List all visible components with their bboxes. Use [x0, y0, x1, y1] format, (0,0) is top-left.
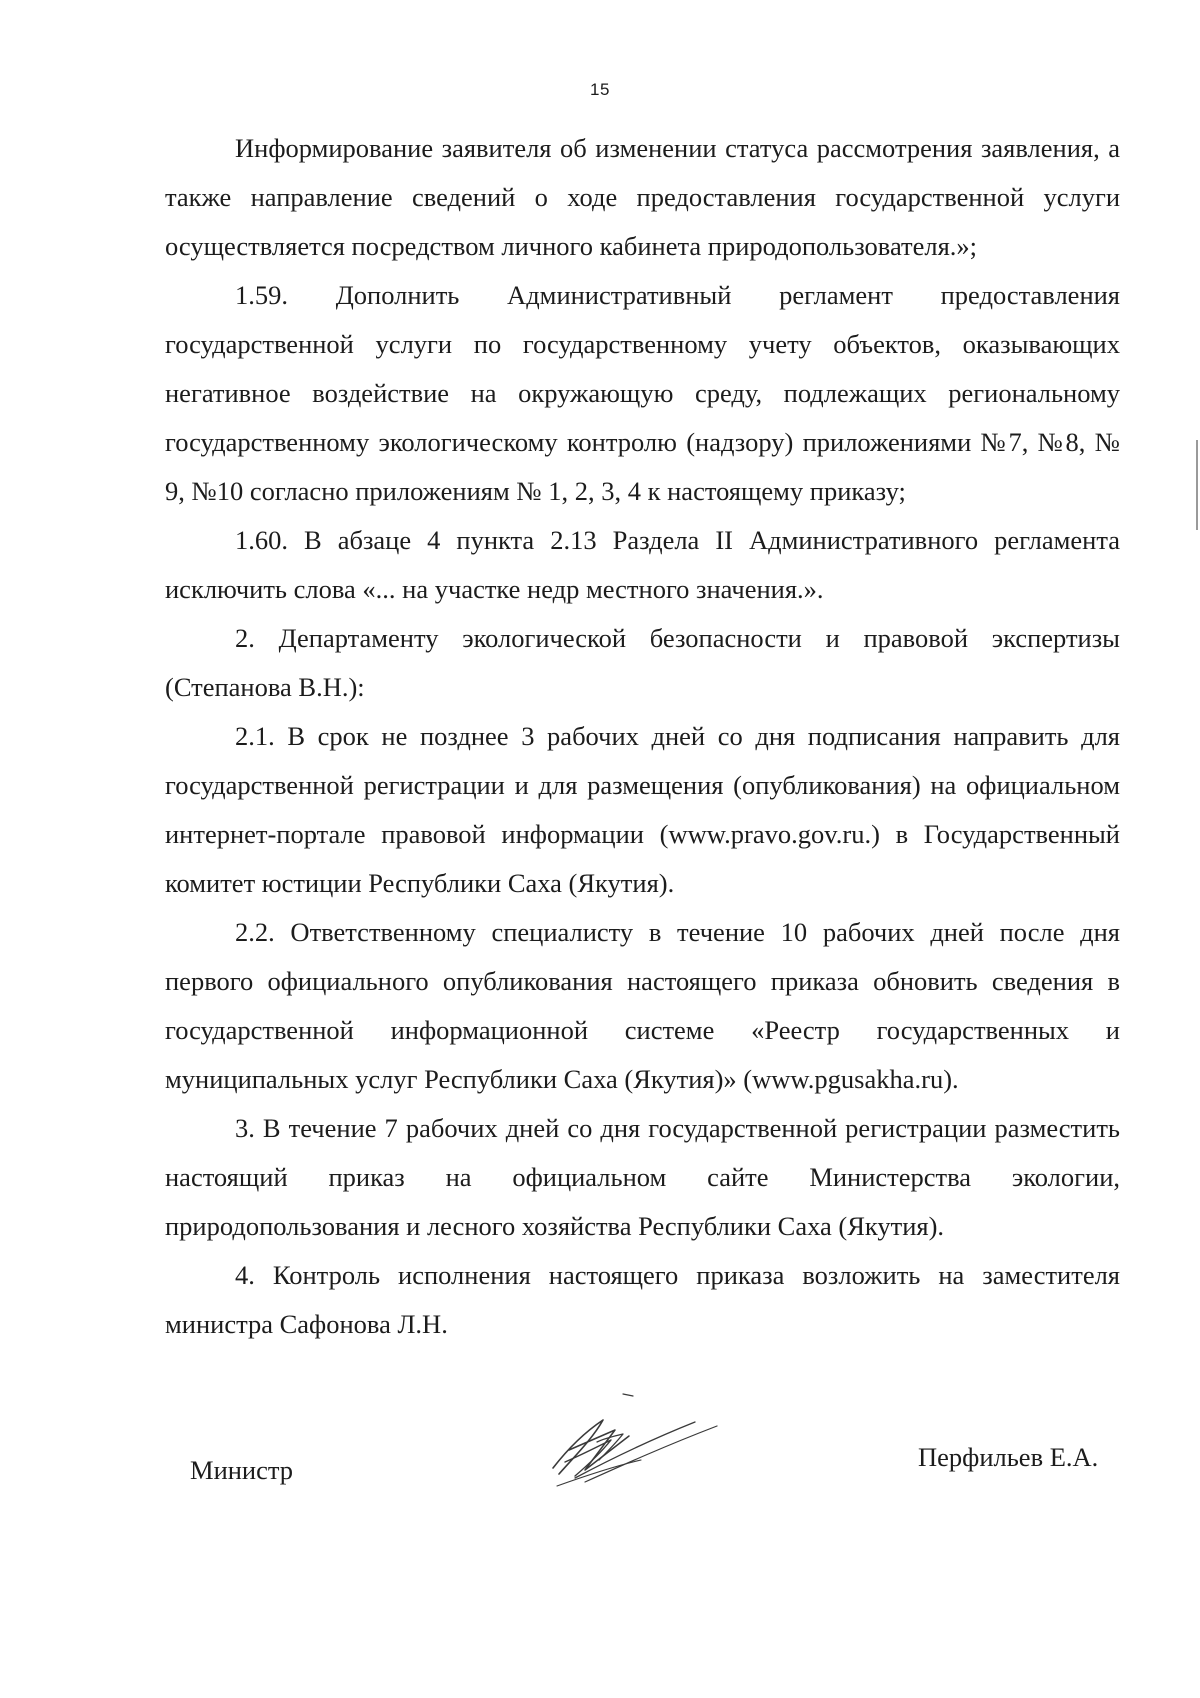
paragraph-4: 4. Контроль исполнения настоящего приказа возложить на заместителя министра Сафонова Л.Н.: [165, 1260, 1120, 1339]
paragraph-1-59: 1.59. Дополнить Административный регламент предоставления государственной услуги по государственному учету объектов, оказывающих негативное воздействие на окружающую среду, подлежащих региональному государственному экологическому контролю (надзору) приложениями №7, №8, № 9, №10 согласно приложениям № 1, 2, 3, 4 к настоящему приказу;: [165, 280, 1120, 506]
paragraph-2-1: 2.1. В срок не позднее 3 рабочих дней со дня подписания направить для государственной регистрации и для размещения (опубликования) на официальном интернет-портале правовой информации (www.pravo.gov.ru.) в Государственный комитет юстиции Республики Саха (Якутия).: [165, 721, 1120, 898]
signatory-name: Перфильев Е.А.: [918, 1442, 1099, 1472]
paragraph-informing: Информирование заявителя об изменении статуса рассмотрения заявления, а также направление сведений о ходе предоставления государственной услуги осуществляется посредством личного кабинета природопользователя.»;: [165, 133, 1120, 261]
paragraph-1-60: 1.60. В абзаце 4 пункта 2.13 Раздела II Административного регламента исключить слова «... на участке недр местного значения.».: [165, 525, 1120, 604]
paragraph-2: 2. Департаменту экологической безопасности и правовой экспертизы (Степанова В.Н.):: [165, 623, 1120, 702]
paragraph-2-2: 2.2. Ответственному специалисту в течение 10 рабочих дней после дня первого официального опубликования настоящего приказа обновить сведения в государственной информационной системе «Реестр государственных и муниципальных услуг Республики Саха (Якутия)» (www.pgusakha.ru).: [165, 917, 1120, 1094]
page-number: 15: [590, 80, 610, 99]
document-body: [165, 124, 1120, 1349]
scan-edge-mark: [1196, 440, 1198, 530]
handwritten-signature: [545, 1390, 725, 1500]
paragraph-3: 3. В течение 7 рабочих дней со дня государственной регистрации разместить настоящий приказ на официальном сайте Министерства экологии, природопользования и лесного хозяйства Республики Саха (Якутия).: [165, 1113, 1120, 1241]
signatory-title: Министр: [190, 1455, 294, 1485]
